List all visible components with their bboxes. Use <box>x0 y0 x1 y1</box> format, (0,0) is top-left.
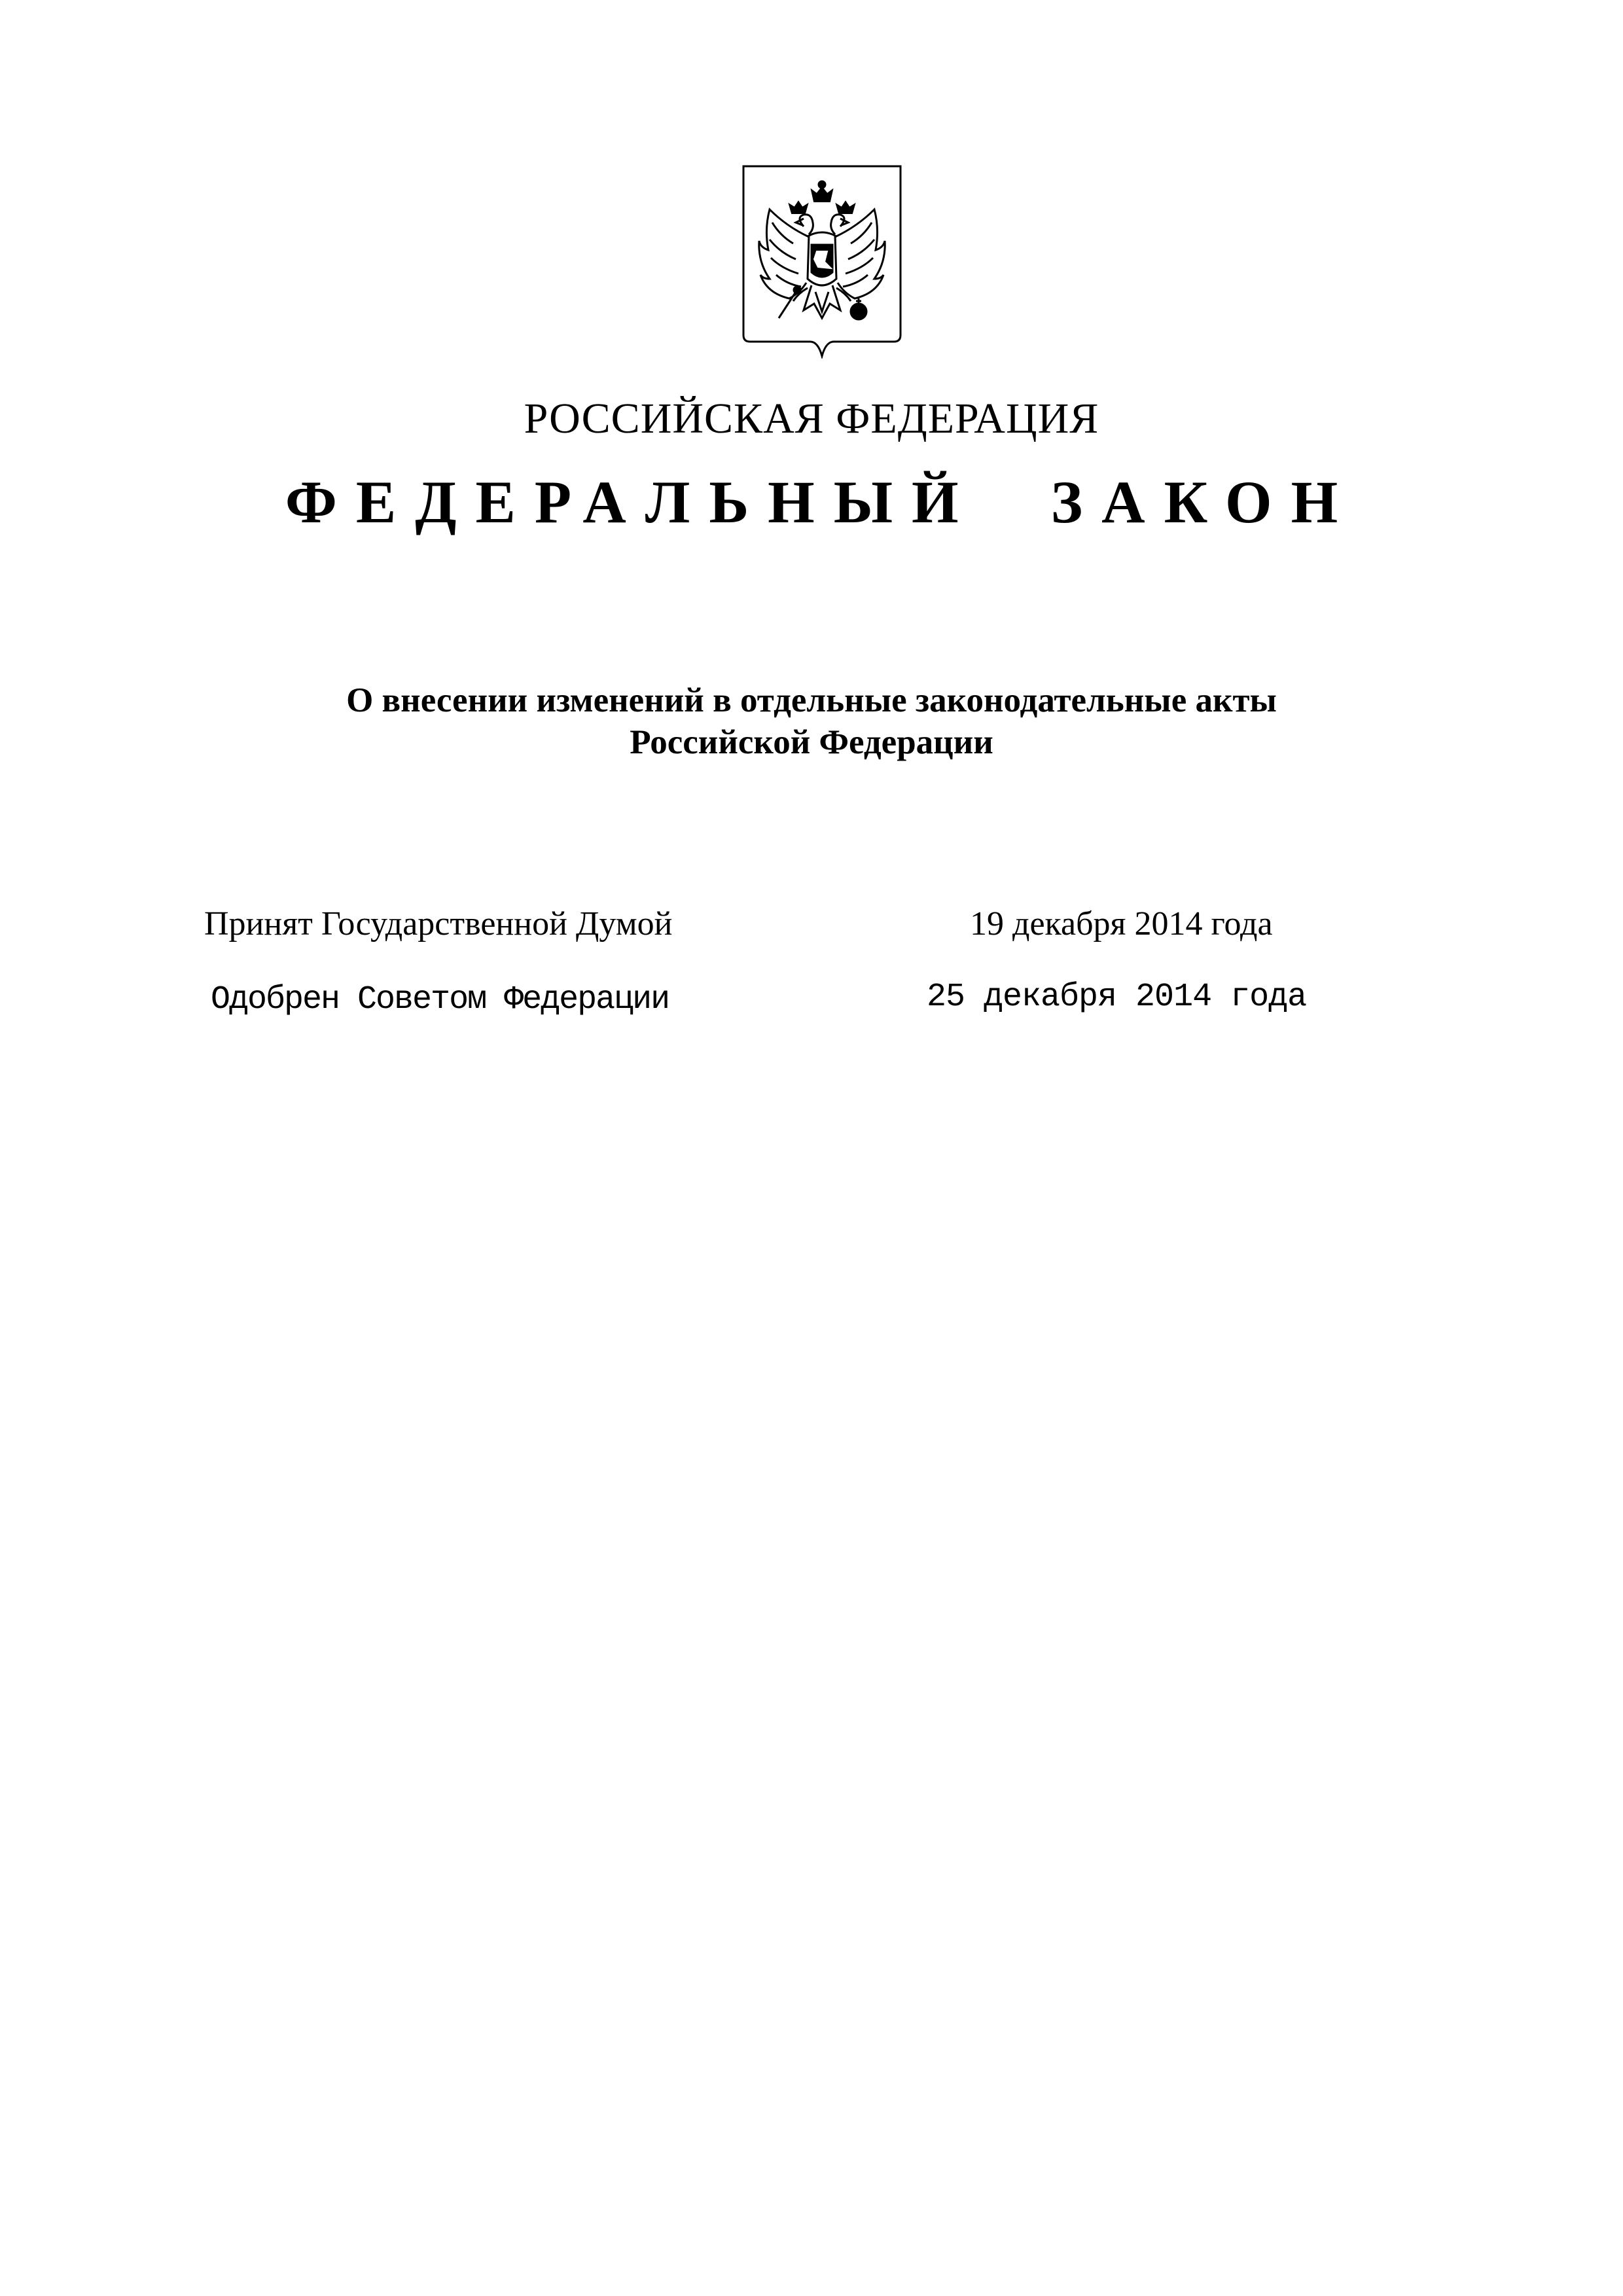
country-name: РОССИЙСКАЯ ФЕДЕРАЦИЯ <box>524 395 1099 442</box>
law-title-line-1: О внесении изменений в отдельные законодательные акты <box>346 681 1277 719</box>
duma-adoption-label: Принят Государственной Думой <box>204 905 673 942</box>
coat-of-arms-icon <box>741 164 903 359</box>
duma-adoption-date: 19 декабря 2014 года <box>970 905 1273 942</box>
council-approval-date: 25 декабря 2014 года <box>927 978 1307 1016</box>
law-title <box>0 679 1623 763</box>
law-title-line-2: Российской Федерации <box>630 723 993 761</box>
council-approval-label: Одобрен Советом Федерации <box>211 981 669 1018</box>
document-type-heading: ФЕДЕРАЛЬНЫЙ ЗАКОН <box>285 469 1357 535</box>
